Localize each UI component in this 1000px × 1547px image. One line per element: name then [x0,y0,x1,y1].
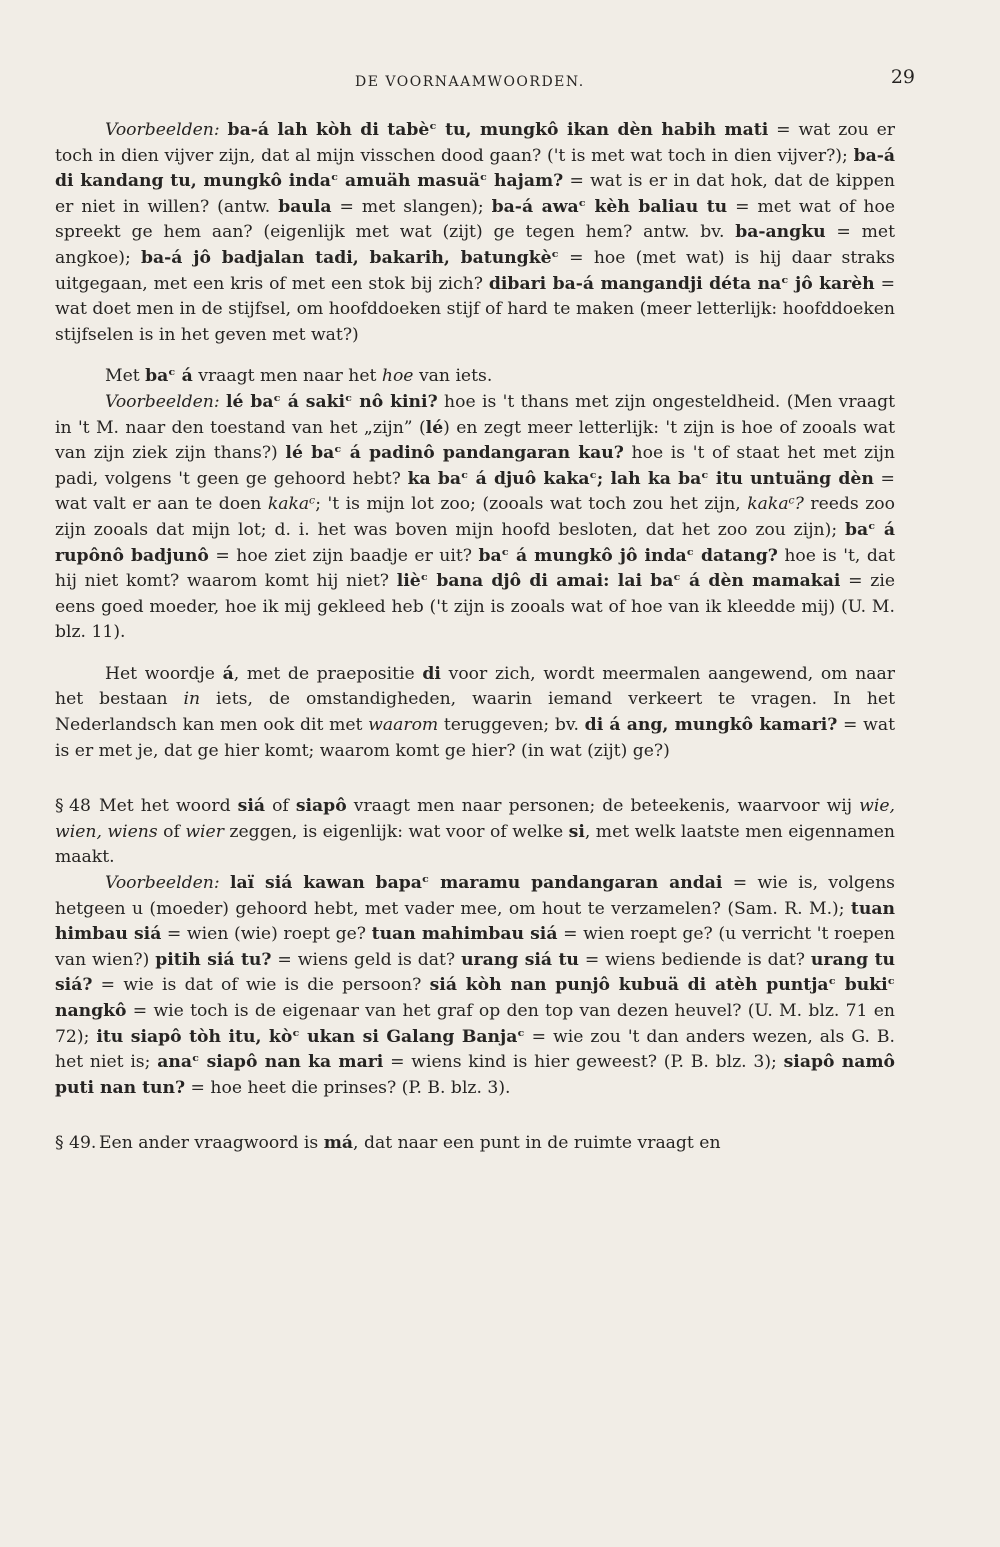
p3-run: ba [478,545,502,566]
p3-run: ᶜ [686,545,694,566]
p1-run: baula [278,196,332,217]
p6-run: ᶜ [421,873,430,894]
p2-run: vraagt men naar het [192,366,382,387]
p1-run: = wat zou er toch in dien vijver zijn, dat al mijn visschen dood gaan? ('t is met wat toch in dien vijver?); [55,120,896,166]
paragraph-examples-2 [55,390,895,646]
p1-run: = met slangen); [331,196,492,217]
p3-run: kaka [267,494,310,515]
page-body [55,118,895,1157]
p6-run: urang siá tu [461,949,579,970]
p1-run: ᶜ [578,196,586,217]
p1-run: = wat doet men in de stijfsel, om hoofddoeken stijf of hard te maken (meer letterlijk: hoofddoeken stijfselen is in het geven met wat?) [55,273,895,345]
p1-run: ᶜ [781,273,789,294]
p6-run: siapô nan ka mari [199,1052,384,1073]
p2-run: ba [145,366,169,387]
p6-run: laï siá kawan bapa [229,873,422,894]
page-number: 29 [890,66,915,88]
p5-run: zeggen, is eigenlijk: wat voor of welke [223,821,569,842]
p1-run: Voorbeelden: [105,120,228,140]
p1-run: = hoe (met wat) is hij daar straks uitgegaan, met een kris of met een stok bij zich? [55,247,895,294]
p6-run: ᶜ [517,1026,525,1047]
p3-run: á mungkô jô inda [509,545,687,566]
p3-run: á saki [280,391,346,412]
p6-run: = wie toch is de eigenaar van het graf op den top van dezen heuvel? (U. M. blz. 71 en 72); [55,1001,895,1047]
paragraph-hoe [55,364,895,390]
p3-run: lé ba [285,443,335,464]
p6-run: siá kòh nan punjô kubuä di atèh puntja [429,975,829,996]
p3-run: nô kini? [352,391,438,412]
p6-run: buki [835,975,888,996]
p3-run: = wat valt er aan te doen [55,468,895,515]
p4-run: in [183,689,201,710]
p6-run: pitih siá tu? [155,949,272,970]
p3-run: ᶜ [273,391,281,412]
p3-run: ᶜ [420,571,429,592]
p4-run: di á ang, mungkô kamari? [584,715,838,736]
chapter-title: DE VOORNAAMWOORDEN. [355,74,585,90]
p1-run: ᶜ [479,171,488,192]
p2-run: van iets. [413,366,493,387]
p3-run: á rupônô badjunô [55,519,895,566]
p3-run: ba [844,519,869,540]
p3-run: = hoe ziet zijn baadje er uit? [208,545,479,566]
p5-run: si [568,821,585,842]
p6-run: siapô namô puti nan tun? [55,1052,895,1098]
p5-run: of [265,796,296,817]
p6-run: ᶜ [292,1026,300,1047]
p3-run: = zie eens goed moeder, hoe ik mij gekleed heb ('t zijn is zooals wat of hoe van ik kleedde mij) (U. M. blz. 11). [55,571,895,643]
p1-run: ba-angku [735,222,826,243]
p6-run: ᶜ [191,1052,200,1073]
p3-run: Voorbeelden: [105,391,226,412]
p3-run: ? [794,494,804,515]
paragraph-examples-1 [55,118,895,348]
p4-run: iets, de omstandigheden, waarin iemand verkeert te vragen. In het Nederlandsch kan men ook dit met [55,689,895,736]
p6-run: = wiens geld is dat? [271,949,462,970]
p3-run: ka ba [407,468,462,489]
p6-run: urang tu siá? [55,949,896,996]
p6-run: = wie is dat of wie is die persoon? [92,975,430,996]
p5-run: wie, wien, wiens [55,796,896,842]
p3-run: lé [425,417,444,438]
p1-run: ba-á jô badjalan tadi, bakarih, batungkè [141,247,552,268]
p3-run: hoe is 't, dat hij niet komt? waarom komt hij niet? [55,545,895,592]
p3-run: á dèn mamakai [680,571,841,592]
p1-run: hajam? [487,171,564,192]
p3-run: bana djô di amai: lai ba [428,571,674,592]
p3-run: itu untuäng dèn [708,468,874,489]
p6-run: ᶜ [828,975,836,996]
p3-run: ᶜ [788,494,795,515]
p3-run: hoe is 't of staat het met zijn padi, volgens 't geen ge gehoord hebt? [55,443,896,489]
p3-run: ᶜ [461,468,469,489]
p4-run: , met de praepositie [233,663,423,684]
p1-run: = met angkoe); [55,222,895,268]
p3-run: á padinô pandangaran kau? [341,443,624,464]
p4-run: Het woordje [105,663,223,684]
p5-run: siapô [295,796,347,817]
p5-run: vraagt men naar personen; de beteekenis, waarvoor wij [346,796,860,817]
p5-run: § 48 [55,796,91,817]
p3-run: lé ba [226,391,274,412]
p1-run: ᶜ [551,247,559,268]
p4-run: di [422,663,441,684]
p4-run: voor zich, wordt meermalen aangewend, om naar het bestaan [55,663,896,710]
p7-run: Een ander vraagwoord is [99,1133,324,1154]
p6-run: = wien (wie) roept ge? [161,924,372,945]
p3-run: ᶜ [589,468,597,489]
p6-run: maramu pandangaran andai [429,873,723,894]
p6-run: Voorbeelden: [105,873,230,894]
p6-run: = wie zou 't dan anders wezen, als G. B. het niet is; [55,1026,895,1073]
p1-run: kèh baliau tu [586,196,728,217]
p1-run: jô karèh [788,273,875,294]
p4-run: á [222,663,234,684]
p3-run: ᶜ [345,391,353,412]
p2-run: á [175,366,193,387]
p5-run: wier [185,821,224,842]
p7-run: § 49. [55,1133,97,1154]
section-48 [55,794,895,871]
p3-run: ᶜ [868,519,876,540]
p1-run: ᶜ [429,120,437,140]
p5-run: of [157,821,186,842]
p3-run: ᶜ [673,571,681,592]
p6-run: ᶜ [887,975,895,996]
paragraph-di-a [55,662,895,764]
p1-run: ᶜ [330,171,339,192]
p4-run: = wat is er met je, dat ge hier komt; waarom komt ge hier? (in wat (zijt) ge?) [55,715,895,761]
p1-run: ba-á lah kòh di tabè [227,120,430,140]
p6-run: ana [157,1052,192,1073]
p3-run: ) en zegt meer letterlijk: 't zijn is hoe of zooals wat van zijn ziek zijn thans?) [55,417,895,464]
p1-run: dibari ba-á mangandji déta na [488,273,782,294]
p2-run: Met [105,366,146,387]
p4-run: waarom [368,715,439,736]
p1-run: tu, mungkô ikan dèn habih mati [436,120,769,140]
p6-run: = wiens bediende is dat? [578,949,811,970]
p5-run: Met het woord [99,796,238,817]
p6-run: = wie is, volgens hetgeen u (moeder) gehoord hebt, met vader mee, om hout te verzamelen? (Sam. R. M.); [55,873,895,919]
p3-run: ᶜ [501,545,509,566]
running-head [55,66,915,96]
p1-run: = wat is er in dat hok, dat de kippen er niet in willen? (antw. [55,171,895,217]
p7-run: má [323,1133,354,1154]
p3-run: datang? [694,545,778,566]
p1-run: amuäh masuä [338,171,480,192]
p3-run: á djuô kaka [468,468,590,489]
p4-run: teruggeven; bv. [438,715,585,736]
p3-run: hoe is 't thans met zijn ongesteldheid. (Men vraagt in 't M. naar den toestand van het „zijn” ( [55,391,896,438]
paragraph-examples-3 [55,871,895,1101]
section-49 [55,1131,895,1157]
p3-run: ᶜ [334,443,342,464]
p3-run: ; 't is mijn lot zoo; (zooals wat toch zou het zijn, [315,494,748,515]
p3-run: ; lah ka ba [596,468,702,489]
p2-run: hoe [381,366,414,387]
p3-run: reeds zoo zijn zooals dat mijn lot; d. i. het was boven mijn hoofd besloten, dat het zoo zou zijn); [55,494,895,540]
p6-run: = wiens kind is hier geweest? (P. B. blz. 3); [383,1052,784,1073]
p6-run: ukan si Galang Banja [299,1026,518,1047]
p1-run: ba-á awa [491,196,579,217]
p6-run: nangkô [55,1001,127,1021]
p1-run: ba-á di kandang tu, mungkô inda [55,145,895,192]
p2-run: ᶜ [168,366,176,387]
p5-run: , met welk laatste men eigennamen maakt. [55,821,895,868]
p6-run: = hoe heet die prinses? (P. B. blz. 3). [185,1077,511,1098]
p5-run: siá [237,796,265,817]
p3-run: ᶜ [309,494,316,515]
p6-run: itu siapô tòh itu, kò [96,1026,293,1047]
p7-run: , dat naar een punt in de ruimte vraagt en [353,1133,721,1154]
p3-run: liè [396,571,421,592]
p6-run: tuan himbau siá [55,898,895,945]
p6-run: tuan mahimbau siá [371,924,558,945]
p6-run: = wien roept ge? (u verricht 't roepen van wien?) [55,924,895,970]
p1-run: = met wat of hoe spreekt ge hem aan? (eigenlijk met wat (zijt) ge tegen hem? antw. bv. [55,196,895,243]
p3-run: ᶜ [701,468,709,489]
p3-run: kaka [747,494,789,515]
